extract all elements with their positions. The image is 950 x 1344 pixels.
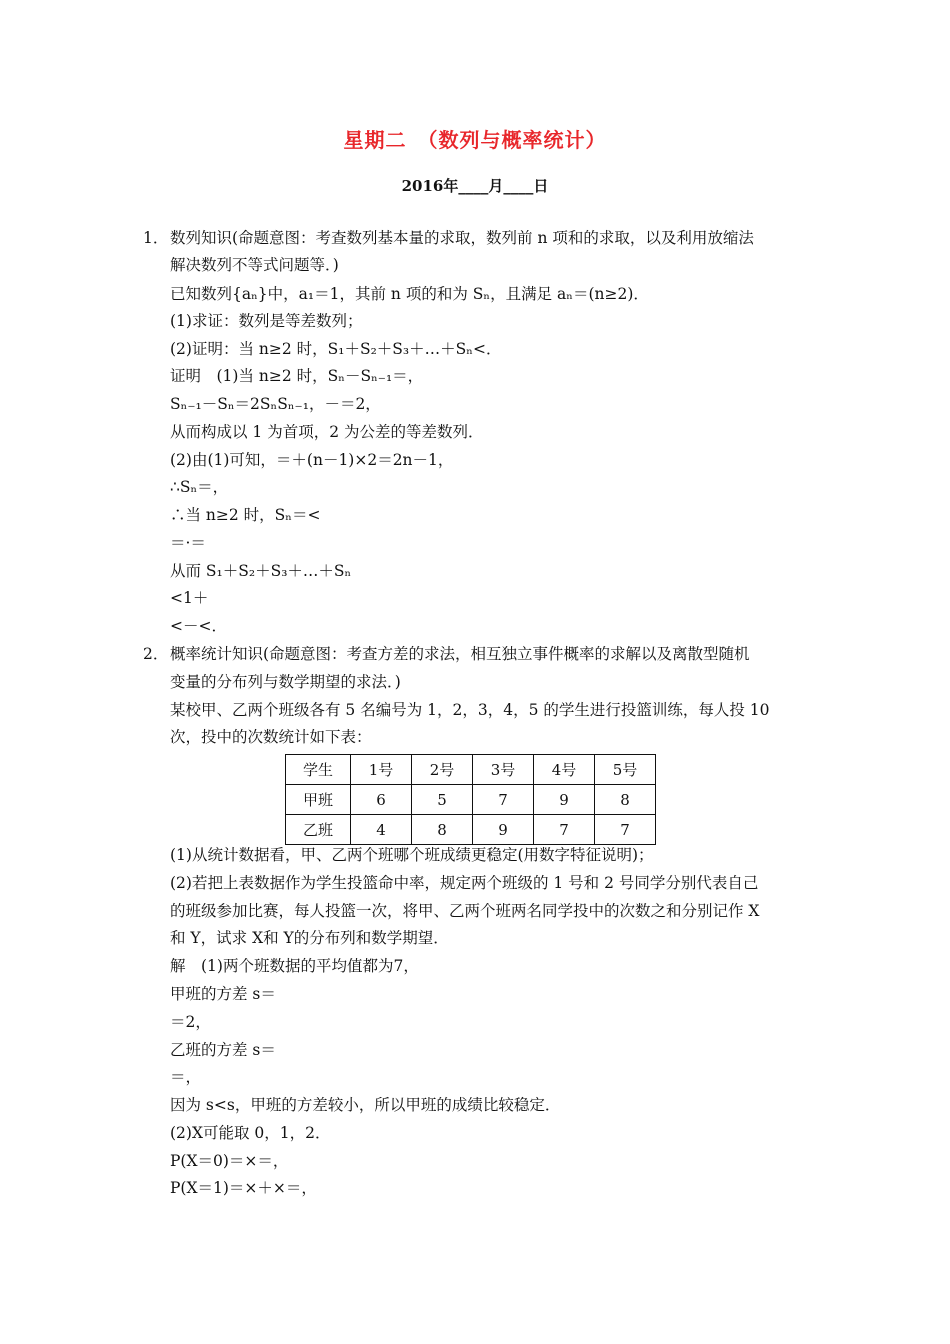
problem-1-line: (2)证明：当 n≥2 时，S₁＋S₂＋S₃＋…＋Sₙ<．: [170, 340, 502, 358]
problem-2-line: ＝，: [170, 1068, 202, 1086]
table-cell: 8: [412, 815, 473, 845]
problem-1-line: Sₙ₋₁－Sₙ＝2SₙSₙ₋₁，－＝2，: [170, 395, 381, 413]
problem-1-line: 证明 (1)当 n≥2 时，Sₙ－Sₙ₋₁＝，: [170, 367, 424, 385]
problem-2-line: ＝2，: [170, 1013, 211, 1031]
table-cell: 甲班: [286, 785, 351, 815]
problem-2-line: 变量的分布列与数学期望的求法．): [170, 673, 401, 691]
problem-2-line: 甲班的方差 s＝: [170, 985, 276, 1003]
table-header-cell: 4号: [534, 755, 595, 785]
problem-2-line: P(X＝1)＝×＋×＝，: [170, 1179, 317, 1197]
table-cell: 7: [473, 785, 534, 815]
problem-2-line: 乙班的方差 s＝: [170, 1041, 276, 1059]
problem-2-line: 某校甲、乙两个班级各有 5 名编号为 1，2，3，4，5 的学生进行投篮训练，每人投 10: [170, 701, 770, 719]
table-header-row: [286, 755, 656, 785]
problem-1-line: ∴当 n≥2 时，Sₙ＝<: [170, 506, 321, 524]
problem-2-line: (2)X可能取 0，1，2．: [170, 1124, 331, 1142]
table-row: [286, 815, 656, 845]
table-cell: 4: [351, 815, 412, 845]
table-cell: 乙班: [286, 815, 351, 845]
problem-1-number: 1．: [143, 229, 169, 247]
problem-1-line: ＝·＝: [170, 534, 206, 552]
table-header-cell: 1号: [351, 755, 412, 785]
problem-1-line: <1＋: [170, 589, 209, 607]
problem-1-line: 从而 S₁＋S₂＋S₃＋…＋Sₙ: [170, 562, 352, 580]
problem-2-line: 次，投中的次数统计如下表：: [170, 728, 372, 746]
problem-1-line: 已知数列{aₙ}中，a₁＝1，其前 n 项的和为 Sₙ，且满足 aₙ＝(n≥2)．: [170, 285, 649, 303]
problem-1-line: ∴Sₙ＝，: [170, 478, 229, 496]
problem-1-line: 解决数列不等式问题等．): [170, 256, 339, 274]
problem-1-line: <－<．: [170, 617, 227, 635]
problem-2-line: 概率统计知识(命题意图：考查方差的求法，相互独立事件概率的求解以及离散型随机: [170, 645, 750, 663]
problem-1-line: 从而构成以 1 为首项，2 为公差的等差数列．: [170, 423, 484, 441]
table-header-cell: 2号: [412, 755, 473, 785]
table-cell: 9: [534, 785, 595, 815]
problem-2-line: 因为 s<s，甲班的方差较小，所以甲班的成绩比较稳定．: [170, 1096, 561, 1114]
table-cell: 8: [595, 785, 656, 815]
problem-2-line: 的班级参加比赛，每人投篮一次，将甲、乙两个班两名同学投中的次数之和分别记作 X: [170, 902, 760, 920]
table-row: [286, 785, 656, 815]
score-table: [285, 754, 656, 845]
problem-2-line: (1)从统计数据看，甲、乙两个班哪个班成绩更稳定(用数字特征说明)；: [170, 846, 654, 864]
problem-2-line: 解 (1)两个班数据的平均值都为7，: [170, 957, 419, 975]
table-cell: 6: [351, 785, 412, 815]
problem-2-line: (2)若把上表数据作为学生投篮命中率，规定两个班级的 1 号和 2 号同学分别代表自己: [170, 874, 759, 892]
table-header-cell: 学生: [286, 755, 351, 785]
date-line: 2016年____月____日: [401, 177, 549, 195]
page-title: 星期二 （数列与概率统计）: [343, 128, 607, 152]
table-header-cell: 5号: [595, 755, 656, 785]
table-header-cell: 3号: [473, 755, 534, 785]
table-cell: 9: [473, 815, 534, 845]
problem-2-line: 和 Y，试求 X和 Y的分布列和数学期望．: [170, 929, 449, 947]
problem-1-line: 数列知识(命题意图：考查数列基本量的求取，数列前 n 项和的求取，以及利用放缩法: [170, 229, 754, 247]
table-cell: 7: [534, 815, 595, 845]
problem-2-number: 2．: [143, 645, 169, 663]
problem-1-line: (2)由(1)可知，＝＋(n－1)×2＝2n－1，: [170, 451, 454, 469]
table-cell: 7: [595, 815, 656, 845]
problem-2-line: P(X＝0)＝×＝，: [170, 1152, 289, 1170]
table-cell: 5: [412, 785, 473, 815]
problem-1-line: (1)求证：数列是等差数列；: [170, 312, 363, 330]
